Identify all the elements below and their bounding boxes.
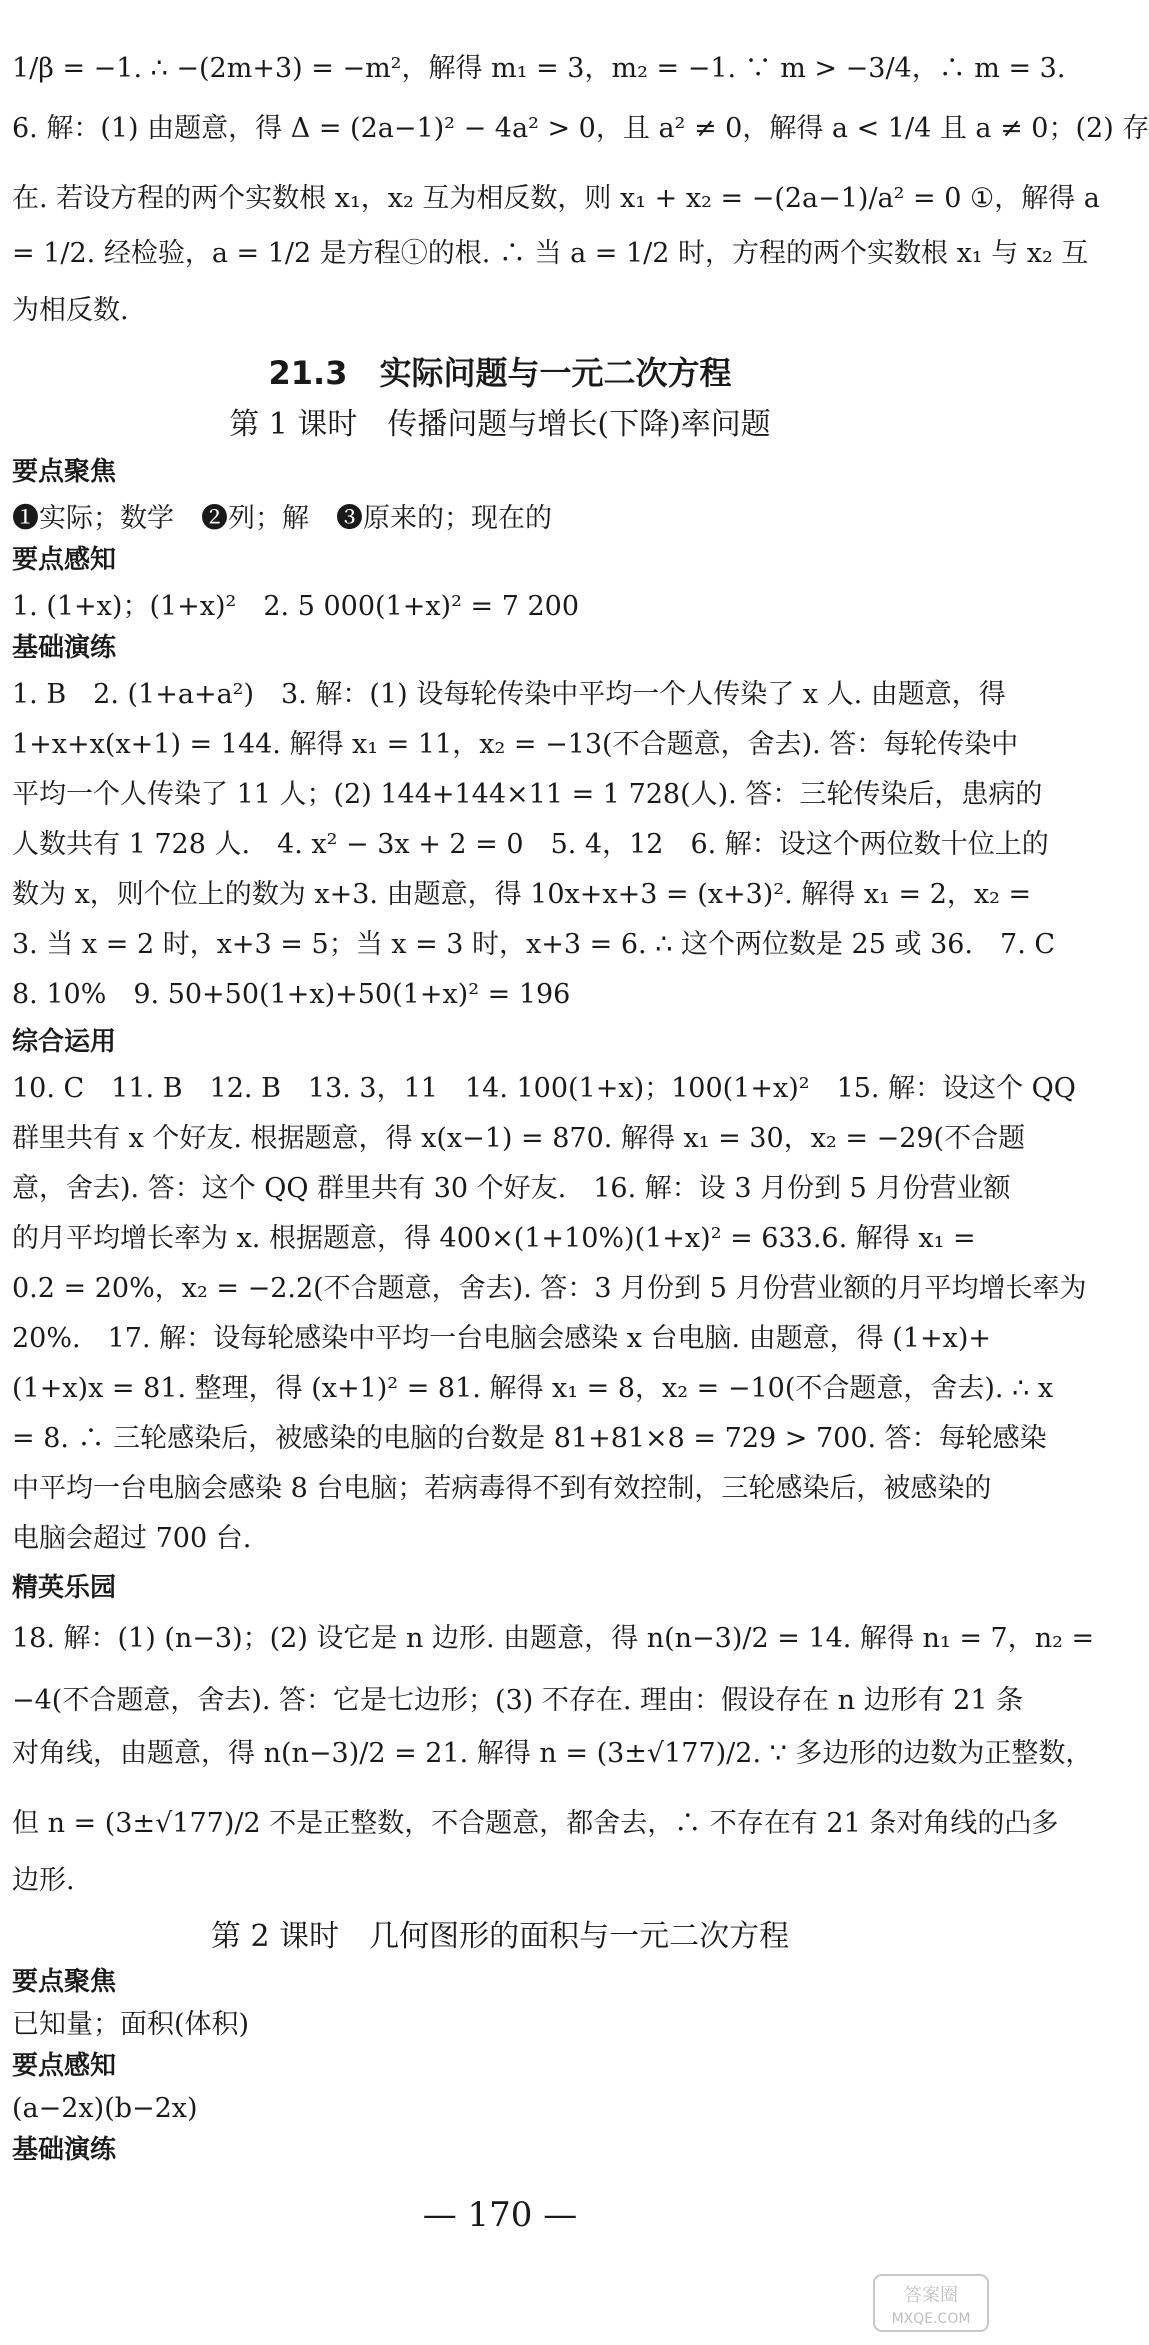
text-line: 8. 10% 9. 50+50(1+x)+50(1+x)² = 196 (12, 979, 571, 1010)
text-line: 对角线，由题意，得 n(n−3)/2 = 21. 解得 n = (3±√177)/2. ∵ 多边形的边数为正整数， (12, 1738, 1093, 1769)
text-line: 18. 解：(1) (n−3)；(2) 设它是 n 边形. 由题意，得 n(n−3)/2 = 14. 解得 n₁ = 7，n₂ = (12, 1623, 1095, 1654)
svg-text:答案圈: 答案圈 (904, 2285, 958, 2306)
text-line: = 8. ∴ 三轮感染后，被感染的电脑的台数是 81+81×8 = 729 > 700. 答：每轮感染 (12, 1423, 1047, 1454)
heading-key-points: 要点聚焦 (12, 457, 117, 487)
text-line: 1. B 2. (1+a+a²) 3. 解：(1) 设每轮传染中平均一个人传染了 x 人. 由题意，得 (12, 679, 1006, 710)
text-line: 3. 当 x = 2 时，x+3 = 5；当 x = 3 时，x+3 = 6. ∴ 这个两位数是 25 或 36. 7. C (12, 929, 1056, 960)
heading-basic-practice: 基础演练 (12, 633, 117, 663)
text-line: 数为 x，则个位上的数为 x+3. 由题意，得 10x+x+3 = (x+3)². 解得 x₁ = 2，x₂ = (12, 879, 1032, 910)
text-line: −4(不合题意，舍去). 答：它是七边形；(3) 不存在. 理由：假设存在 n 边形有 21 条 (12, 1685, 1024, 1716)
text-line: 中平均一台电脑会感染 8 台电脑；若病毒得不到有效控制，三轮感染后，被感染的 (12, 1473, 992, 1504)
heading-key-points: 要点聚焦 (12, 1967, 117, 1997)
text-line: 1+x+x(x+1) = 144. 解得 x₁ = 11，x₂ = −13(不合题意，舍去). 答：每轮传染中 (12, 729, 1019, 760)
text-line: 的月平均增长率为 x. 根据题意，得 400×(1+10%)(1+x)² = 633.6. 解得 x₁ = (12, 1223, 976, 1254)
text-line: 1. (1+x)；(1+x)² 2. 5 000(1+x)² = 7 200 (12, 591, 579, 622)
heading-key-perception: 要点感知 (12, 545, 117, 575)
text-line: 6. 解：(1) 由题意，得 Δ = (2a−1)² − 4a² > 0，且 a² ≠ 0，解得 a < 1/4 且 a ≠ 0；(2) 存 (12, 113, 1149, 144)
lesson-title: 第 1 课时 传播问题与增长(下降)率问题 (229, 407, 771, 442)
text-line: 人数共有 1 728 人. 4. x² − 3x + 2 = 0 5. 4，12 6. 解：设这个两位数十位上的 (12, 829, 1049, 860)
text-line: = 1/2. 经检验，a = 1/2 是方程①的根. ∴ 当 a = 1/2 时，方程的两个实数根 x₁ 与 x₂ 互 (12, 238, 1089, 269)
text-line: 边形. (12, 1865, 75, 1896)
page-number: — 170 — (422, 2195, 578, 2235)
text-line: 已知量；面积(体积) (12, 2009, 250, 2040)
heading-elite: 精英乐园 (12, 1573, 117, 1603)
heading-key-perception: 要点感知 (12, 2051, 117, 2081)
text-line: 平均一个人传染了 11 人；(2) 144+144×11 = 1 728(人). 答：三轮传染后，患病的 (12, 779, 1043, 810)
text-line: 但 n = (3±√177)/2 不是正整数，不合题意，都舍去，∴ 不存在有 21 条对角线的凸多 (12, 1808, 1059, 1839)
text-line: (1+x)x = 81. 整理，得 (x+1)² = 81. 解得 x₁ = 8，x₂ = −10(不合题意，舍去). ∴ x (12, 1373, 1054, 1404)
svg-text:MXQE.COM: MXQE.COM (891, 2311, 971, 2327)
lesson-title: 第 2 课时 几何图形的面积与一元二次方程 (210, 1919, 790, 1954)
text-line: ❶实际；数学 ❷列；解 ❸原来的；现在的 (12, 503, 552, 534)
text-line: 为相反数. (12, 295, 129, 326)
watermark-logo (872, 2273, 990, 2333)
text-line: (a−2x)(b−2x) (12, 2093, 198, 2124)
text-line: 1/β = −1. ∴ −(2m+3) = −m²，解得 m₁ = 3，m₂ = −1. ∵ m > −3/4，∴ m = 3. (12, 53, 1066, 84)
section-title: 21.3 实际问题与一元二次方程 (268, 354, 732, 392)
text-line: 群里共有 x 个好友. 根据题意，得 x(x−1) = 870. 解得 x₁ = 30，x₂ = −29(不合题 (12, 1123, 1026, 1154)
text-line: 在. 若设方程的两个实数根 x₁，x₂ 互为相反数，则 x₁ + x₂ = −(2a−1)/a² = 0 ①，解得 a (12, 183, 1100, 214)
text-line: 10. C 11. B 12. B 13. 3，11 14. 100(1+x)；100(1+x)² 15. 解：设这个 QQ (12, 1073, 1076, 1104)
text-line: 0.2 = 20%，x₂ = −2.2(不合题意，舍去). 答：3 月份到 5 月份营业额的月平均增长率为 (12, 1273, 1087, 1304)
heading-basic-practice: 基础演练 (12, 2135, 117, 2165)
text-line: 20%. 17. 解：设每轮感染中平均一台电脑会感染 x 台电脑. 由题意，得 (1+x)+ (12, 1323, 991, 1354)
text-line: 意，舍去). 答：这个 QQ 群里共有 30 个好友. 16. 解：设 3 月份到 5 月份营业额 (12, 1173, 1011, 1204)
heading-comprehensive: 综合运用 (12, 1027, 117, 1057)
text-line: 电脑会超过 700 台. (12, 1523, 252, 1554)
